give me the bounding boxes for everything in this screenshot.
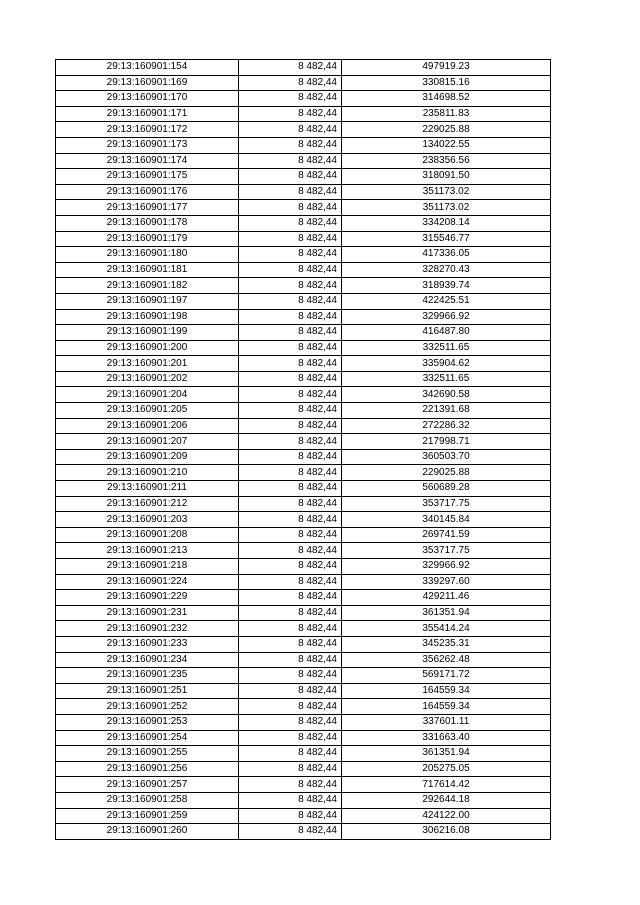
cadastral-number-cell: 29:13:160901:211 [56,481,239,497]
value-cell: 569171.72 [342,668,551,684]
table-row [56,730,551,746]
area-cell: 8 482,44 [239,730,342,746]
data-table [55,59,551,840]
value-cell: 164559.34 [342,683,551,699]
table-row [56,137,551,153]
area-cell: 8 482,44 [239,137,342,153]
cadastral-number-cell: 29:13:160901:182 [56,278,239,294]
table-row [56,683,551,699]
value-cell: 221391.68 [342,403,551,419]
cadastral-number-cell: 29:13:160901:218 [56,559,239,575]
table-row [56,543,551,559]
area-cell: 8 482,44 [239,356,342,372]
value-cell: 329966.92 [342,559,551,575]
cadastral-number-cell: 29:13:160901:256 [56,761,239,777]
cadastral-number-cell: 29:13:160901:254 [56,730,239,746]
table-row [56,449,551,465]
cadastral-number-cell: 29:13:160901:206 [56,418,239,434]
cadastral-number-cell: 29:13:160901:199 [56,325,239,341]
cadastral-number-cell: 29:13:160901:235 [56,668,239,684]
value-cell: 331663.40 [342,730,551,746]
cadastral-number-cell: 29:13:160901:202 [56,371,239,387]
table-row [56,387,551,403]
table-row [56,325,551,341]
area-cell: 8 482,44 [239,543,342,559]
cadastral-number-cell: 29:13:160901:233 [56,636,239,652]
table-row [56,714,551,730]
area-cell: 8 482,44 [239,481,342,497]
area-cell: 8 482,44 [239,247,342,263]
area-cell: 8 482,44 [239,605,342,621]
area-cell: 8 482,44 [239,200,342,216]
table-row [56,621,551,637]
area-cell: 8 482,44 [239,590,342,606]
cadastral-number-cell: 29:13:160901:169 [56,75,239,91]
value-cell: 238356.56 [342,153,551,169]
area-cell: 8 482,44 [239,215,342,231]
value-cell: 292644.18 [342,792,551,808]
cadastral-number-cell: 29:13:160901:175 [56,169,239,185]
cadastral-number-cell: 29:13:160901:255 [56,746,239,762]
cadastral-number-cell: 29:13:160901:177 [56,200,239,216]
area-cell: 8 482,44 [239,434,342,450]
value-cell: 424122.00 [342,808,551,824]
value-cell: 360503.70 [342,449,551,465]
area-cell: 8 482,44 [239,808,342,824]
area-cell: 8 482,44 [239,278,342,294]
area-cell: 8 482,44 [239,340,342,356]
value-cell: 342690.58 [342,387,551,403]
table-row [56,418,551,434]
cadastral-number-cell: 29:13:160901:174 [56,153,239,169]
area-cell: 8 482,44 [239,574,342,590]
area-cell: 8 482,44 [239,496,342,512]
cadastral-number-cell: 29:13:160901:224 [56,574,239,590]
value-cell: 330815.16 [342,75,551,91]
table-row [56,746,551,762]
cadastral-number-cell: 29:13:160901:204 [56,387,239,403]
cadastral-number-cell: 29:13:160901:259 [56,808,239,824]
table-row [56,527,551,543]
value-cell: 134022.55 [342,137,551,153]
cadastral-number-cell: 29:13:160901:229 [56,590,239,606]
cadastral-number-cell: 29:13:160901:173 [56,137,239,153]
area-cell: 8 482,44 [239,714,342,730]
area-cell: 8 482,44 [239,746,342,762]
table-row [56,496,551,512]
value-cell: 345235.31 [342,636,551,652]
area-cell: 8 482,44 [239,761,342,777]
table-row [56,371,551,387]
value-cell: 332511.65 [342,340,551,356]
table-row [56,153,551,169]
value-cell: 340145.84 [342,512,551,528]
table-row [56,792,551,808]
table-row [56,340,551,356]
value-cell: 356262.48 [342,652,551,668]
area-cell: 8 482,44 [239,699,342,715]
value-cell: 422425.51 [342,293,551,309]
cadastral-number-cell: 29:13:160901:231 [56,605,239,621]
value-cell: 315546.77 [342,231,551,247]
cadastral-number-cell: 29:13:160901:201 [56,356,239,372]
table-row [56,247,551,263]
value-cell: 717614.42 [342,777,551,793]
value-cell: 353717.75 [342,496,551,512]
value-cell: 353717.75 [342,543,551,559]
area-cell: 8 482,44 [239,371,342,387]
table-row [56,403,551,419]
value-cell: 269741.59 [342,527,551,543]
value-cell: 339297.60 [342,574,551,590]
cadastral-number-cell: 29:13:160901:176 [56,184,239,200]
value-cell: 306216.08 [342,824,551,840]
value-cell: 355414.24 [342,621,551,637]
cadastral-number-cell: 29:13:160901:210 [56,465,239,481]
area-cell: 8 482,44 [239,792,342,808]
cadastral-number-cell: 29:13:160901:171 [56,106,239,122]
area-cell: 8 482,44 [239,527,342,543]
table-row [56,512,551,528]
area-cell: 8 482,44 [239,106,342,122]
area-cell: 8 482,44 [239,184,342,200]
table-row [56,574,551,590]
cadastral-number-cell: 29:13:160901:180 [56,247,239,263]
value-cell: 314698.52 [342,91,551,107]
area-cell: 8 482,44 [239,60,342,76]
value-cell: 417336.05 [342,247,551,263]
table-row [56,559,551,575]
table-row [56,652,551,668]
cadastral-number-cell: 29:13:160901:179 [56,231,239,247]
table-row [56,309,551,325]
cadastral-number-cell: 29:13:160901:198 [56,309,239,325]
value-cell: 217998.71 [342,434,551,450]
table-row [56,434,551,450]
table-row [56,761,551,777]
area-cell: 8 482,44 [239,668,342,684]
cadastral-number-cell: 29:13:160901:170 [56,91,239,107]
table-row [56,106,551,122]
table-row [56,481,551,497]
area-cell: 8 482,44 [239,387,342,403]
table-row [56,75,551,91]
area-cell: 8 482,44 [239,262,342,278]
area-cell: 8 482,44 [239,169,342,185]
area-cell: 8 482,44 [239,824,342,840]
table-row [56,777,551,793]
value-cell: 560689.28 [342,481,551,497]
table-body [56,60,551,840]
area-cell: 8 482,44 [239,636,342,652]
area-cell: 8 482,44 [239,418,342,434]
area-cell: 8 482,44 [239,293,342,309]
value-cell: 335904.62 [342,356,551,372]
cadastral-number-cell: 29:13:160901:172 [56,122,239,138]
value-cell: 328270.43 [342,262,551,278]
value-cell: 351173.02 [342,200,551,216]
area-cell: 8 482,44 [239,75,342,91]
cadastral-number-cell: 29:13:160901:212 [56,496,239,512]
area-cell: 8 482,44 [239,465,342,481]
table-row [56,465,551,481]
table-row [56,699,551,715]
table-row [56,636,551,652]
cadastral-number-cell: 29:13:160901:252 [56,699,239,715]
table-row [56,293,551,309]
area-cell: 8 482,44 [239,621,342,637]
cadastral-number-cell: 29:13:160901:213 [56,543,239,559]
cadastral-number-cell: 29:13:160901:257 [56,777,239,793]
cadastral-number-cell: 29:13:160901:205 [56,403,239,419]
cadastral-number-cell: 29:13:160901:209 [56,449,239,465]
area-cell: 8 482,44 [239,777,342,793]
table-row [56,668,551,684]
table-row [56,215,551,231]
cadastral-number-cell: 29:13:160901:154 [56,60,239,76]
cadastral-number-cell: 29:13:160901:207 [56,434,239,450]
area-cell: 8 482,44 [239,231,342,247]
value-cell: 361351.94 [342,605,551,621]
cadastral-number-cell: 29:13:160901:203 [56,512,239,528]
value-cell: 332511.65 [342,371,551,387]
value-cell: 416487.80 [342,325,551,341]
area-cell: 8 482,44 [239,122,342,138]
table-row [56,200,551,216]
area-cell: 8 482,44 [239,652,342,668]
value-cell: 429211.46 [342,590,551,606]
value-cell: 351173.02 [342,184,551,200]
value-cell: 337601.11 [342,714,551,730]
table-row [56,184,551,200]
cadastral-number-cell: 29:13:160901:181 [56,262,239,278]
value-cell: 318939.74 [342,278,551,294]
value-cell: 164559.34 [342,699,551,715]
value-cell: 361351.94 [342,746,551,762]
table-row [56,590,551,606]
table-row [56,278,551,294]
table-row [56,808,551,824]
area-cell: 8 482,44 [239,683,342,699]
table-row [56,356,551,372]
value-cell: 205275.05 [342,761,551,777]
area-cell: 8 482,44 [239,512,342,528]
area-cell: 8 482,44 [239,309,342,325]
area-cell: 8 482,44 [239,91,342,107]
value-cell: 235811.83 [342,106,551,122]
value-cell: 497919.23 [342,60,551,76]
value-cell: 318091.50 [342,169,551,185]
value-cell: 272286.32 [342,418,551,434]
table-row [56,60,551,76]
area-cell: 8 482,44 [239,325,342,341]
value-cell: 229025.88 [342,122,551,138]
cadastral-number-cell: 29:13:160901:232 [56,621,239,637]
value-cell: 334208.14 [342,215,551,231]
cadastral-number-cell: 29:13:160901:200 [56,340,239,356]
area-cell: 8 482,44 [239,153,342,169]
table-row [56,262,551,278]
cadastral-number-cell: 29:13:160901:208 [56,527,239,543]
area-cell: 8 482,44 [239,559,342,575]
table-row [56,231,551,247]
table-row [56,91,551,107]
area-cell: 8 482,44 [239,449,342,465]
cadastral-number-cell: 29:13:160901:258 [56,792,239,808]
area-cell: 8 482,44 [239,403,342,419]
cadastral-number-cell: 29:13:160901:251 [56,683,239,699]
cadastral-number-cell: 29:13:160901:234 [56,652,239,668]
table-row [56,169,551,185]
table-row [56,605,551,621]
cadastral-number-cell: 29:13:160901:253 [56,714,239,730]
table-row [56,122,551,138]
cadastral-number-cell: 29:13:160901:260 [56,824,239,840]
value-cell: 329966.92 [342,309,551,325]
cadastral-number-cell: 29:13:160901:178 [56,215,239,231]
value-cell: 229025.88 [342,465,551,481]
cadastral-number-cell: 29:13:160901:197 [56,293,239,309]
table-row [56,824,551,840]
